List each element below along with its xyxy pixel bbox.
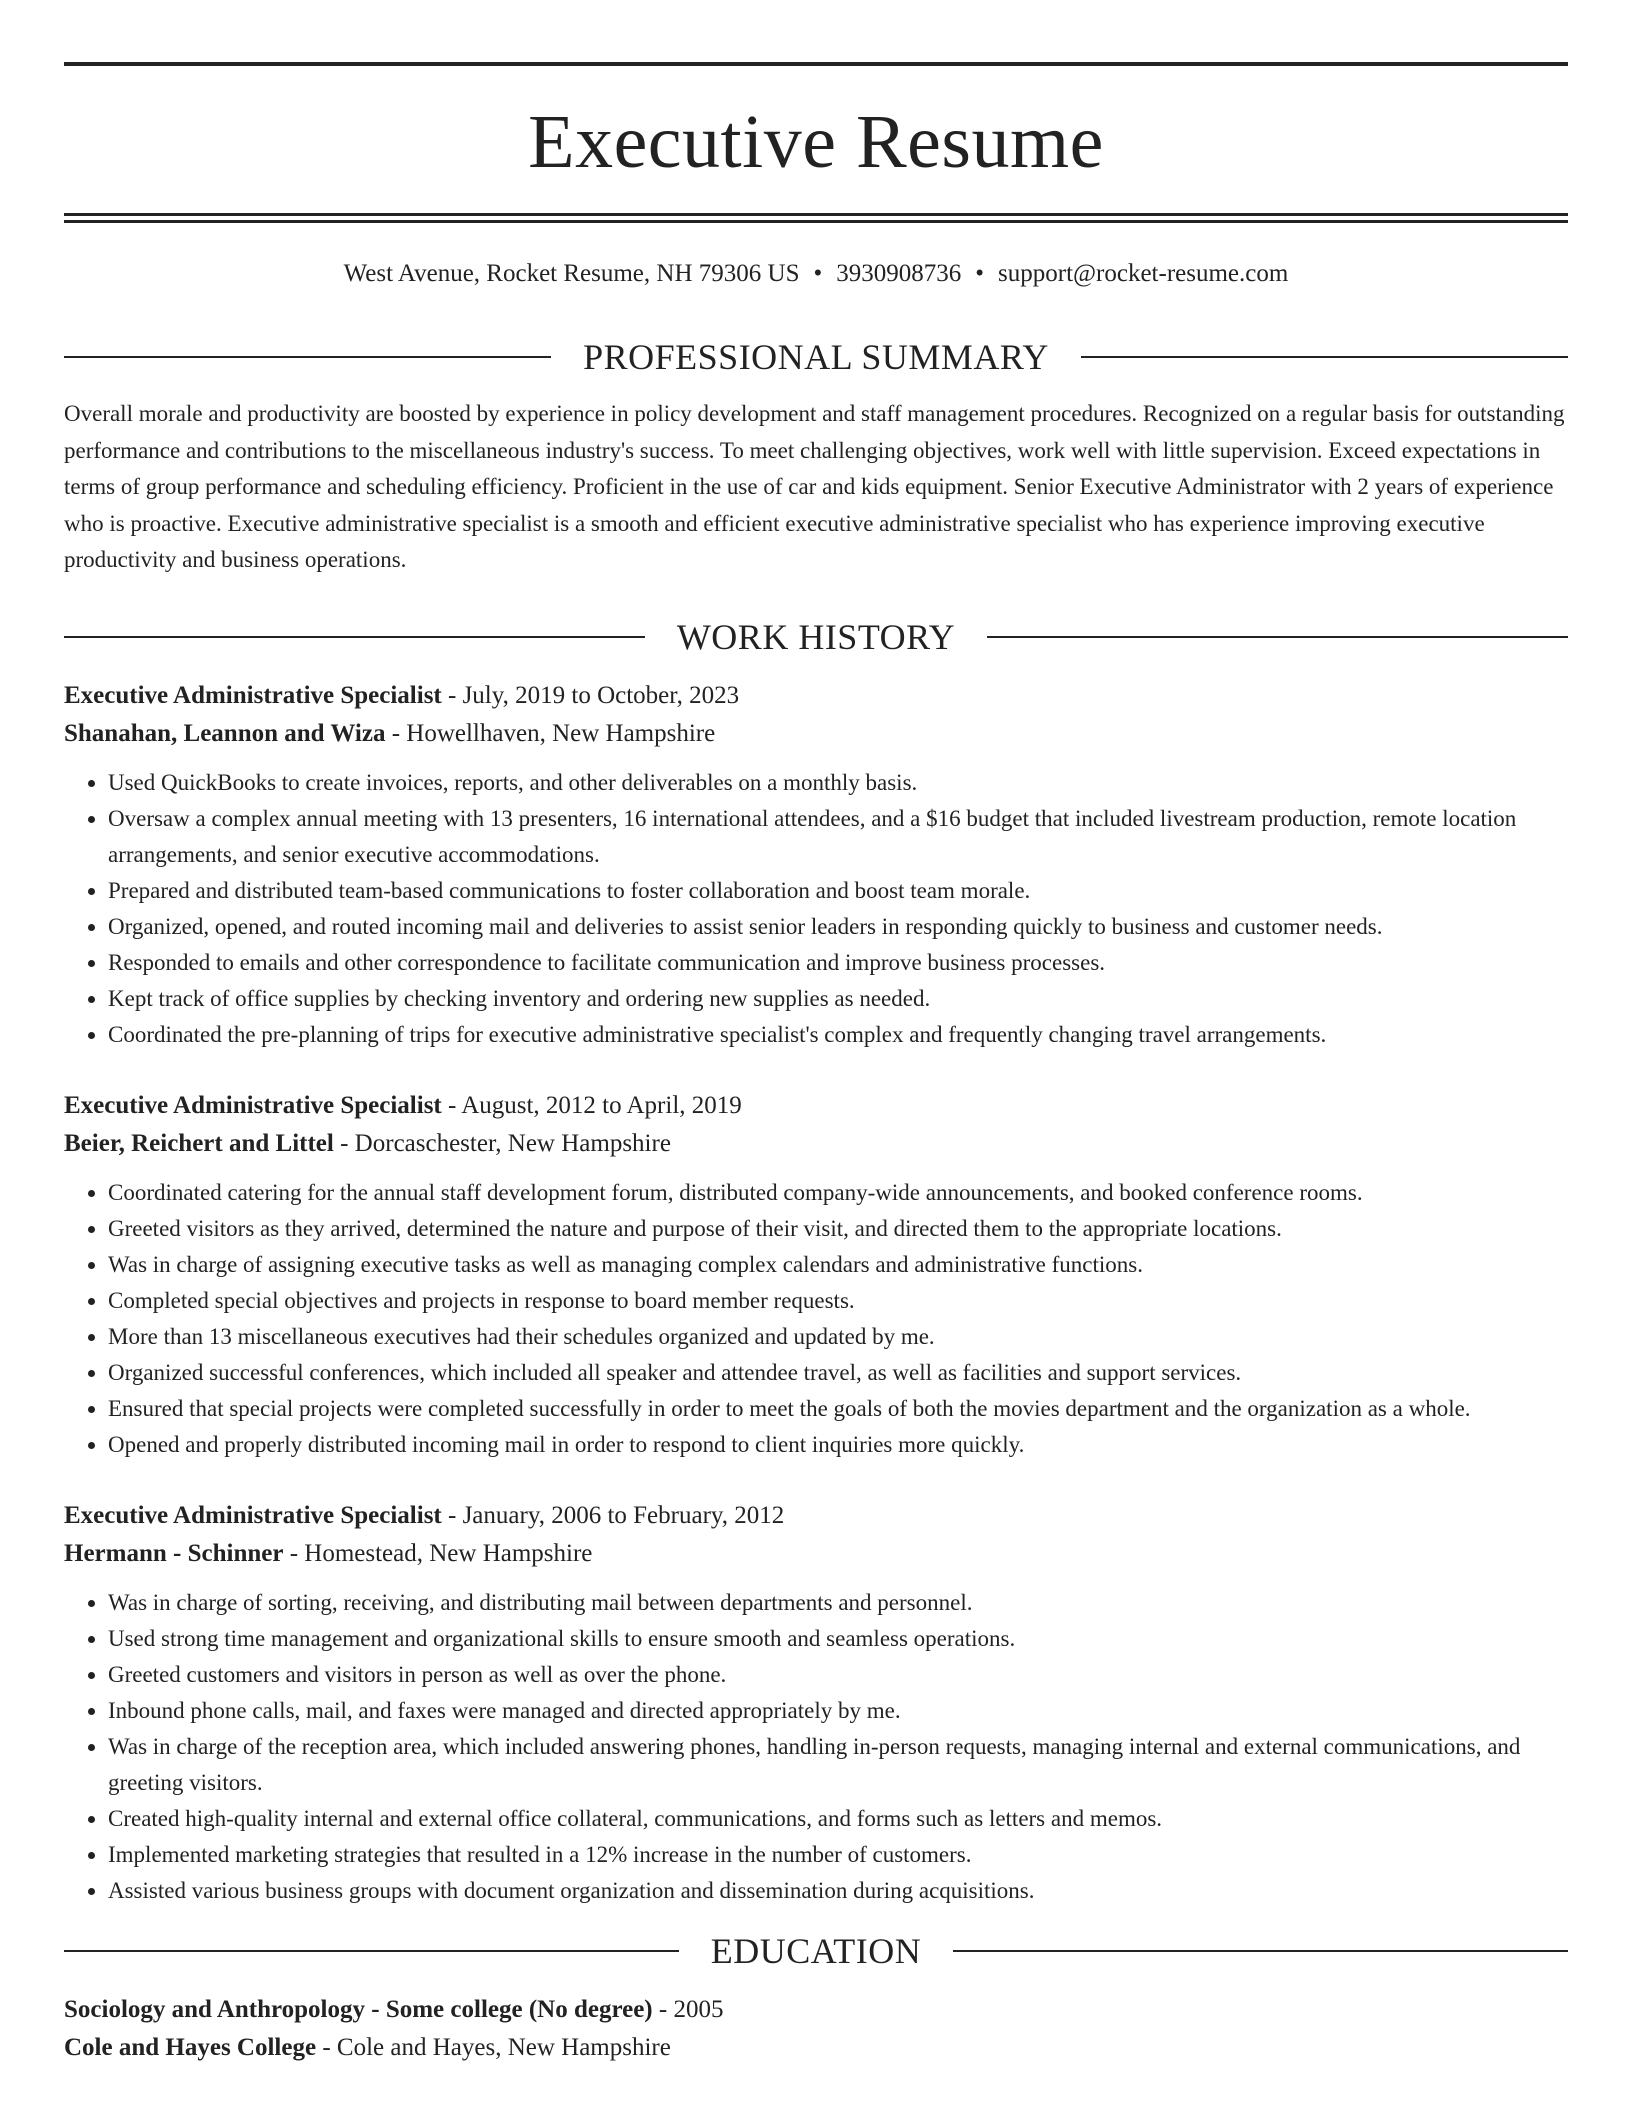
contact-separator: •: [975, 260, 985, 287]
job-bullet: • Was in charge of assigning executive tasks as well as managing complex calendars and administrative functions.: [108, 1247, 1568, 1283]
resume-page: [64, 0, 1568, 2067]
job-bullet: • Prepared and distributed team-based communications to foster collaboration and boost team morale.: [108, 873, 1568, 909]
top-rule: [64, 62, 1568, 66]
job-dates: - August, 2012 to April, 2019: [441, 1091, 742, 1119]
job-role-line: [64, 1497, 1568, 1535]
job-bullet: • Greeted visitors as they arrived, determined the nature and purpose of their visit, and directed them to the appropriate locations.: [108, 1211, 1568, 1247]
section-rule-right: [1081, 356, 1568, 358]
job-role-line: [64, 677, 1568, 715]
resume-title: Executive Resume: [528, 100, 1104, 184]
job-company-line: [64, 1535, 1568, 1573]
job-bullet: • Used QuickBooks to create invoices, reports, and other deliverables on a monthly basis.: [108, 765, 1568, 801]
job-bullet: • Kept track of office supplies by checking inventory and ordering new supplies as needed.: [108, 981, 1568, 1017]
job-bullet: • Used strong time management and organizational skills to ensure smooth and seamless operations.: [108, 1621, 1568, 1657]
job-company-line: [64, 1125, 1568, 1163]
job-dates: - July, 2019 to October, 2023: [441, 681, 740, 709]
section-rule-left: [64, 636, 645, 638]
job-bullets: [64, 1585, 1568, 1909]
section-rule-left: [64, 356, 551, 358]
job-location: - Howellhaven, New Hampshire: [385, 719, 716, 747]
job-bullet: • Organized successful conferences, which included all speaker and attendee travel, as well as facilities and support services.: [108, 1355, 1568, 1391]
contact-separator: •: [813, 260, 823, 287]
section-rule-right: [953, 1950, 1568, 1952]
section-title: EDUCATION: [710, 1930, 922, 1971]
work-history-list: [64, 677, 1568, 1909]
title-double-rule: [64, 213, 1568, 223]
job-role: Executive Administrative Specialist: [64, 1091, 442, 1119]
job-bullet: • Inbound phone calls, mail, and faxes were managed and directed appropriately by me.: [108, 1693, 1568, 1729]
job-entry: [64, 677, 1568, 1053]
job-bullet: • Completed special objectives and projects in response to board member requests.: [108, 1283, 1568, 1319]
education-degree: Sociology and Anthropology - Some college (No degree): [64, 1995, 653, 2023]
section-title: PROFESSIONAL SUMMARY: [583, 337, 1049, 377]
education-school: Cole and Hayes College: [64, 2033, 317, 2061]
summary-text: Overall morale and productivity are boosted by experience in policy development and staff management procedures. Recognized on a regular basis for outstanding performance and contributions to the miscellaneous industry's success. To meet challenging objectives, work well with little supervision. Exceed expectations in terms of group performance and scheduling efficiency. Proficient in the use of car and kids equipment. Senior Executive Administrator with 2 years of experience who is proactive. Executive administrative specialist is a smooth and efficient executive administrative specialist who has experience improving executive productivity and business operations.: [64, 401, 1565, 572]
education-school-line: [64, 2029, 1568, 2067]
job-entry: [64, 1497, 1568, 1909]
job-role: Executive Administrative Specialist: [64, 681, 442, 709]
job-bullet: • Implemented marketing strategies that resulted in a 12% increase in the number of customers.: [108, 1837, 1568, 1873]
job-location: - Homestead, New Hampshire: [283, 1539, 593, 1567]
education-year: - 2005: [652, 1995, 724, 2023]
job-company: Beier, Reichert and Littel: [64, 1129, 334, 1157]
section-title: WORK HISTORY: [676, 616, 956, 657]
job-bullet: • Was in charge of sorting, receiving, and distributing mail between departments and personnel.: [108, 1585, 1568, 1621]
job-bullet: • Opened and properly distributed incoming mail in order to respond to client inquiries more quickly.: [108, 1427, 1568, 1463]
job-bullet: • More than 13 miscellaneous executives had their schedules organized and updated by me.: [108, 1319, 1568, 1355]
job-location: - Dorcaschester, New Hampshire: [333, 1129, 671, 1157]
job-bullets: [64, 1175, 1568, 1463]
contact-email: support@rocket-resume.com: [998, 260, 1289, 287]
section-heading-education: [64, 1931, 1568, 1971]
job-bullet: • Assisted various business groups with document organization and dissemination during acquisitions.: [108, 1873, 1568, 1909]
job-bullet: • Oversaw a complex annual meeting with 13 presenters, 16 international attendees, and a $16 budget that included livestream production, remote location arrangements, and senior executive accommodations.: [108, 801, 1568, 873]
job-company: Hermann - Schinner: [64, 1539, 284, 1567]
job-company-line: [64, 715, 1568, 753]
job-entry: [64, 1087, 1568, 1463]
job-bullet: • Was in charge of the reception area, which included answering phones, handling in-person requests, managing internal and external communications, and greeting visitors.: [108, 1729, 1568, 1801]
section-heading-work: [64, 617, 1568, 657]
job-bullet: • Ensured that special projects were completed successfully in order to meet the goals of both the movies department and the organization as a whole.: [108, 1391, 1568, 1427]
job-bullet: • Created high-quality internal and external office collateral, communications, and forms such as letters and memos.: [108, 1801, 1568, 1837]
job-role: Executive Administrative Specialist: [64, 1501, 442, 1529]
job-bullet: • Coordinated catering for the annual staff development forum, distributed company-wide announcements, and booked conference rooms.: [108, 1175, 1568, 1211]
education-location: - Cole and Hayes, New Hampshire: [316, 2033, 671, 2061]
section-heading-summary: [64, 337, 1568, 377]
section-rule-right: [987, 636, 1568, 638]
contact-line: [64, 259, 1568, 289]
job-dates: - January, 2006 to February, 2012: [441, 1501, 785, 1529]
job-company: Shanahan, Leannon and Wiza: [64, 719, 386, 747]
job-bullets: [64, 765, 1568, 1053]
job-bullet: • Greeted customers and visitors in person as well as over the phone.: [108, 1657, 1568, 1693]
education-degree-line: [64, 1991, 1568, 2029]
section-rule-left: [64, 1950, 679, 1952]
contact-address: West Avenue, Rocket Resume, NH 79306 US: [343, 260, 800, 287]
job-bullet: • Responded to emails and other correspondence to facilitate communication and improve business processes.: [108, 945, 1568, 981]
job-bullet: • Organized, opened, and routed incoming mail and deliveries to assist senior leaders in responding quickly to business and customer needs.: [108, 909, 1568, 945]
contact-phone: 3930908736: [836, 260, 962, 287]
job-bullet: • Coordinated the pre-planning of trips for executive administrative specialist's complex and frequently changing travel arrangements.: [108, 1017, 1568, 1053]
job-role-line: [64, 1087, 1568, 1125]
education-entry: [64, 1991, 1568, 2067]
